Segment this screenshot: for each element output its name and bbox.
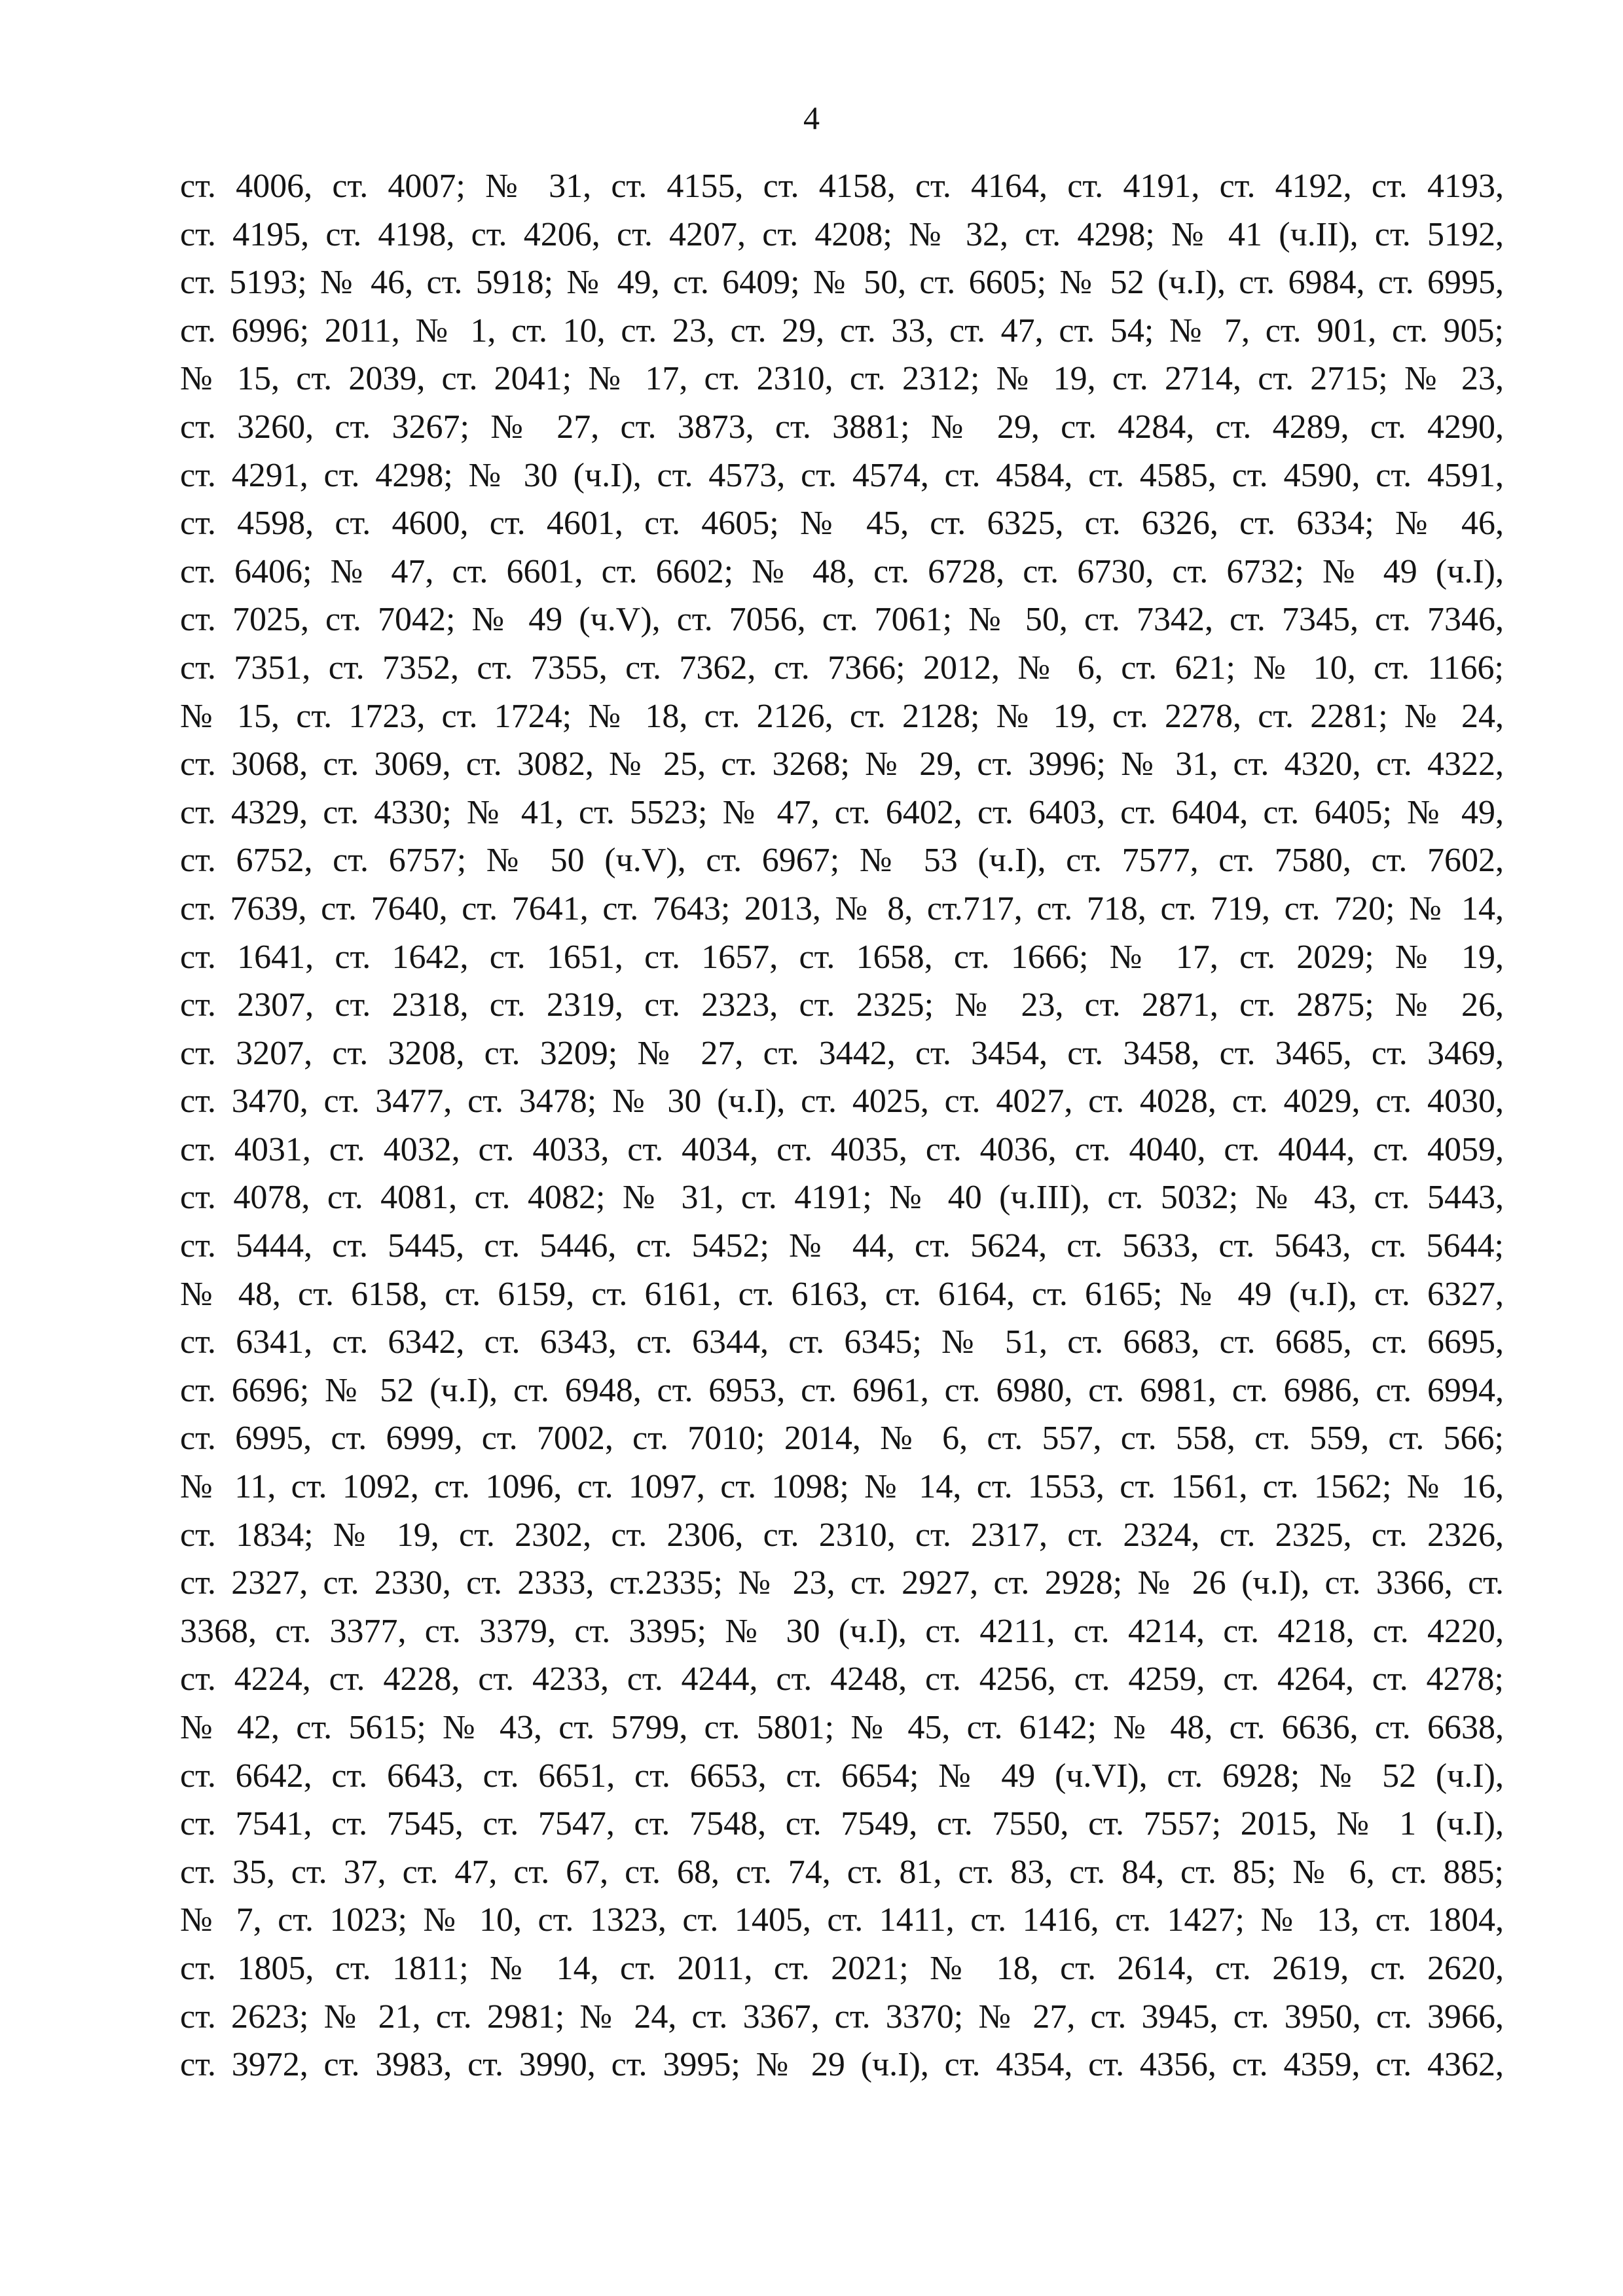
text-line: ст. 4291, ст. 4298; № 30 (ч.I), ст. 4573, ст. 4574, ст. 4584, ст. 4585, ст. 4590, ст. 4591, [180, 456, 1504, 494]
text-line: ст. 4195, ст. 4198, ст. 4206, ст. 4207, ст. 4208; № 32, ст. 4298; № 41 (ч.II), ст. 5192, [180, 215, 1504, 253]
text-line: № 15, ст. 1723, ст. 1724; № 18, ст. 2126, ст. 2128; № 19, ст. 2278, ст. 2281; № 24, [180, 697, 1504, 735]
text-line: ст. 5444, ст. 5445, ст. 5446, ст. 5452; № 44, ст. 5624, ст. 5633, ст. 5643, ст. 5644; [180, 1227, 1504, 1265]
text-line: ст. 4329, ст. 4330; № 41, ст. 5523; № 47, ст. 6402, ст. 6403, ст. 6404, ст. 6405; № 49, [180, 793, 1504, 831]
text-line: ст. 7541, ст. 7545, ст. 7547, ст. 7548, ст. 7549, ст. 7550, ст. 7557; 2015, № 1 (ч.I), [180, 1805, 1504, 1843]
text-line: ст. 7351, ст. 7352, ст. 7355, ст. 7362, ст. 7366; 2012, № 6, ст. 621; № 10, ст. 1166; [180, 649, 1504, 687]
text-line: ст. 6996; 2011, № 1, ст. 10, ст. 23, ст. 29, ст. 33, ст. 47, ст. 54; № 7, ст. 901, ст. 905; [180, 312, 1504, 350]
text-line: № 11, ст. 1092, ст. 1096, ст. 1097, ст. 1098; № 14, ст. 1553, ст. 1561, ст. 1562; № 16, [180, 1468, 1504, 1506]
text-line: ст. 2327, ст. 2330, ст. 2333, ст.2335; № 23, ст. 2927, ст. 2928; № 26 (ч.I), ст. 3366, ст. [180, 1564, 1504, 1602]
text-line: ст. 1834; № 19, ст. 2302, ст. 2306, ст. 2310, ст. 2317, ст. 2324, ст. 2325, ст. 2326, [180, 1516, 1504, 1554]
text-line: ст. 3972, ст. 3983, ст. 3990, ст. 3995; № 29 (ч.I), ст. 4354, ст. 4356, ст. 4359, ст. 4362, [180, 2046, 1504, 2084]
text-line: ст. 1805, ст. 1811; № 14, ст. 2011, ст. 2021; № 18, ст. 2614, ст. 2619, ст. 2620, [180, 1949, 1504, 1987]
text-line: ст. 6406; № 47, ст. 6601, ст. 6602; № 48, ст. 6728, ст. 6730, ст. 6732; № 49 (ч.I), [180, 552, 1504, 590]
text-line: ст. 7639, ст. 7640, ст. 7641, ст. 7643; 2013, № 8, ст.717, ст. 718, ст. 719, ст. 720; № 14, [180, 889, 1504, 927]
text-line: ст. 5193; № 46, ст. 5918; № 49, ст. 6409; № 50, ст. 6605; № 52 (ч.I), ст. 6984, ст. 6995, [180, 264, 1504, 302]
text-line: ст. 35, ст. 37, ст. 47, ст. 67, ст. 68, ст. 74, ст. 81, ст. 83, ст. 84, ст. 85; № 6, ст. 885; [180, 1853, 1504, 1891]
page-number: 4 [803, 99, 820, 136]
text-line: № 15, ст. 2039, ст. 2041; № 17, ст. 2310, ст. 2312; № 19, ст. 2714, ст. 2715; № 23, [180, 360, 1504, 398]
text-line: ст. 3207, ст. 3208, ст. 3209; № 27, ст. 3442, ст. 3454, ст. 3458, ст. 3465, ст. 3469, [180, 1034, 1504, 1072]
text-line: ст. 4224, ст. 4228, ст. 4233, ст. 4244, ст. 4248, ст. 4256, ст. 4259, ст. 4264, ст. 4278; [180, 1660, 1504, 1698]
text-line: ст. 3470, ст. 3477, ст. 3478; № 30 (ч.I), ст. 4025, ст. 4027, ст. 4028, ст. 4029, ст. 4030, [180, 1083, 1504, 1121]
text-line: ст. 3068, ст. 3069, ст. 3082, № 25, ст. 3268; № 29, ст. 3996; № 31, ст. 4320, ст. 4322, [180, 745, 1504, 783]
text-line: ст. 6752, ст. 6757; № 50 (ч.V), ст. 6967; № 53 (ч.I), ст. 7577, ст. 7580, ст. 7602, [180, 842, 1504, 880]
text-line: ст. 3260, ст. 3267; № 27, ст. 3873, ст. 3881; № 29, ст. 4284, ст. 4289, ст. 4290, [180, 408, 1504, 446]
text-line: ст. 1641, ст. 1642, ст. 1651, ст. 1657, ст. 1658, ст. 1666; № 17, ст. 2029; № 19, [180, 938, 1504, 976]
text-line: № 48, ст. 6158, ст. 6159, ст. 6161, ст. 6163, ст. 6164, ст. 6165; № 49 (ч.I), ст. 6327, [180, 1275, 1504, 1313]
body-text [180, 162, 1504, 2089]
text-line: ст. 6995, ст. 6999, ст. 7002, ст. 7010; 2014, № 6, ст. 557, ст. 558, ст. 559, ст. 566; [180, 1420, 1504, 1458]
text-line: ст. 2307, ст. 2318, ст. 2319, ст. 2323, ст. 2325; № 23, ст. 2871, ст. 2875; № 26, [180, 986, 1504, 1024]
text-line: ст. 4078, ст. 4081, ст. 4082; № 31, ст. 4191; № 40 (ч.III), ст. 5032; № 43, ст. 5443, [180, 1179, 1504, 1217]
text-line: ст. 4598, ст. 4600, ст. 4601, ст. 4605; № 45, ст. 6325, ст. 6326, ст. 6334; № 46, [180, 505, 1504, 543]
text-line: ст. 6642, ст. 6643, ст. 6651, ст. 6653, ст. 6654; № 49 (ч.VI), ст. 6928; № 52 (ч.I), [180, 1757, 1504, 1795]
text-line: ст. 7025, ст. 7042; № 49 (ч.V), ст. 7056, ст. 7061; № 50, ст. 7342, ст. 7345, ст. 7346, [180, 601, 1504, 639]
text-line: ст. 6696; № 52 (ч.I), ст. 6948, ст. 6953, ст. 6961, ст. 6980, ст. 6981, ст. 6986, ст. 6994, [180, 1371, 1504, 1409]
text-line: № 42, ст. 5615; № 43, ст. 5799, ст. 5801; № 45, ст. 6142; № 48, ст. 6636, ст. 6638, [180, 1709, 1504, 1746]
text-line: ст. 4006, ст. 4007; № 31, ст. 4155, ст. 4158, ст. 4164, ст. 4191, ст. 4192, ст. 4193, [180, 168, 1504, 205]
text-line: ст. 6341, ст. 6342, ст. 6343, ст. 6344, ст. 6345; № 51, ст. 6683, ст. 6685, ст. 6695, [180, 1323, 1504, 1361]
text-line: ст. 4031, ст. 4032, ст. 4033, ст. 4034, ст. 4035, ст. 4036, ст. 4040, ст. 4044, ст. 4059, [180, 1130, 1504, 1168]
text-line: № 7, ст. 1023; № 10, ст. 1323, ст. 1405, ст. 1411, ст. 1416, ст. 1427; № 13, ст. 1804, [180, 1901, 1504, 1939]
text-line: 3368, ст. 3377, ст. 3379, ст. 3395; № 30 (ч.I), ст. 4211, ст. 4214, ст. 4218, ст. 4220, [180, 1612, 1504, 1650]
text-line: ст. 2623; № 21, ст. 2981; № 24, ст. 3367, ст. 3370; № 27, ст. 3945, ст. 3950, ст. 3966, [180, 1998, 1504, 2036]
